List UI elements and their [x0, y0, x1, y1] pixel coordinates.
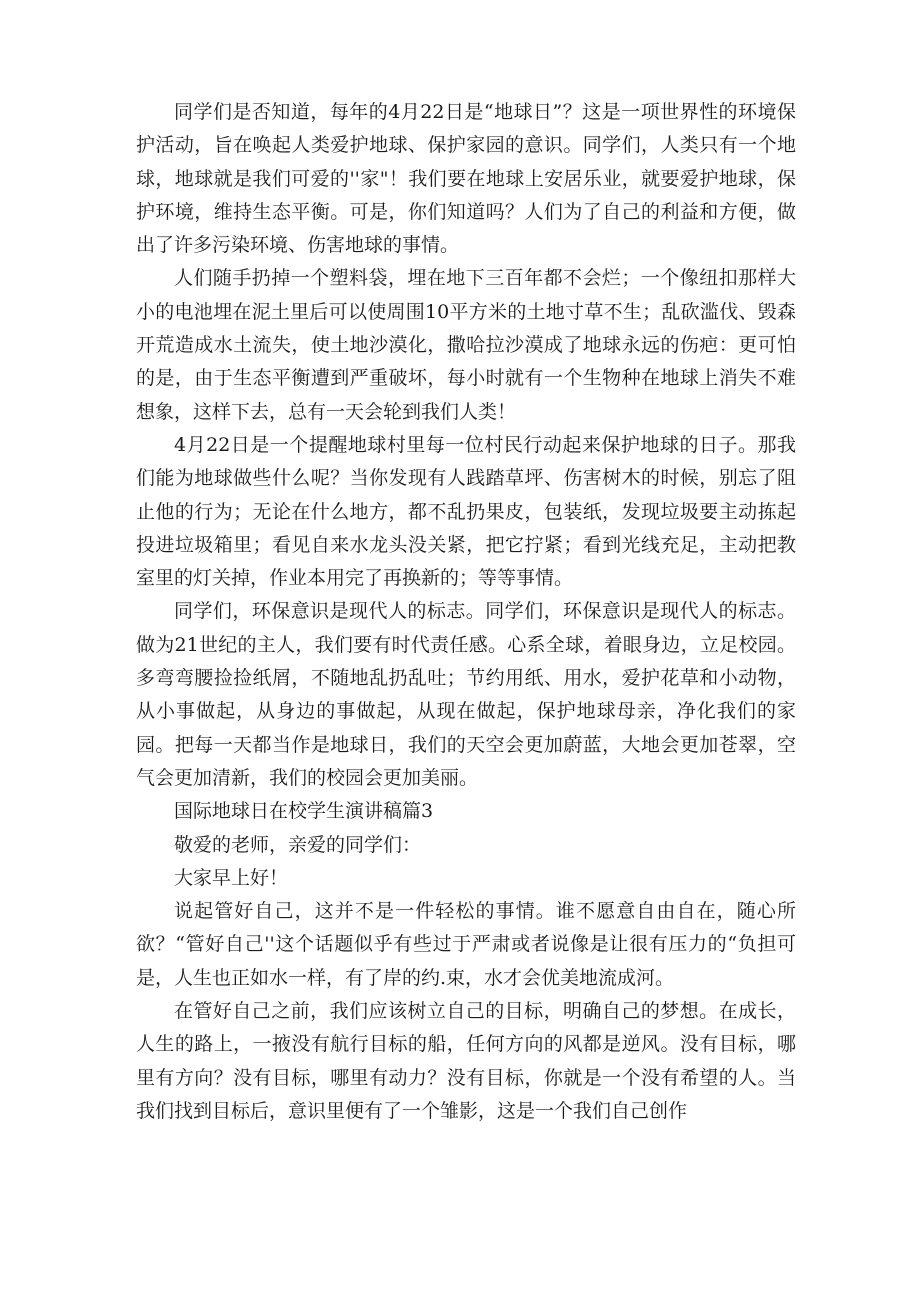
paragraph-self-management: 说起管好自己，这并不是一件轻松的事情。谁不愿意自由自在，随心所欲？“管好自己''这个话题似乎有些过于严肃或者说像是让很有压力的“负担可是，人生也正如水一样，有了岸的约.束，水才会优美地流成河。 — [136, 900, 796, 989]
section-heading: 国际地球日在校学生演讲稿篇3 — [174, 800, 434, 823]
paragraph-environmental-awareness: 同学们，环保意识是现代人的标志。同学们，环保意识是现代人的标志。做为21世纪的主人，我们要有时代责任感。心系全球，着眼身边，立足校园。多弯弯腰捡捡纸屑，不随地乱扔乱吐；节约用纸、用水，爱护花草和小动物，从小事做起，从身边的事做起，从现在做起，保护地球母亲，净化我们的家园。把每一天都当作是地球日，我们的天空会更加蔚蓝，大地会更加苍翠，空气会更加清新，我们的校园会更加美丽。 — [136, 600, 796, 789]
paragraph-pollution-examples: 人们随手扔掉一个塑料袋，埋在地下三百年都不会烂；一个像纽扣那样大小的电池埋在泥土里后可以使周围10平方米的土地寸草不生；乱砍滥伐、毁森开荒造成水土流失，使土地沙漠化，撒哈拉沙漠成了地球永远的伤疤：更可怕的是，由于生态平衡遭到严重破坏，每小时就有一个生物种在地球上消失不难想象，这样下去，总有一天会轮到我们人类！ — [136, 267, 796, 423]
paragraph-goals: 在管好自己之前，我们应该树立自己的目标，明确自己的梦想。在成长，人生的路上，一掖没有航行目标的船，任何方向的风都是逆风。没有目标，哪里有方向？没有目标，哪里有动力？没有目标，你就是一个没有希望的人。当我们找到目标后，意识里便有了一个雏影，这是一个我们自己创作 — [136, 1000, 796, 1122]
document-body — [136, 96, 796, 1128]
paragraph-what-we-can-do: 4月22日是一个提醒地球村里每一位村民行动起来保护地球的日子。那我们能为地球做些什么呢？当你发现有人践踏草坪、伤害树木的时候，别忘了阻止他的行为；无论在什么地方，都不乱扔果皮，包装纸，发现垃圾要主动拣起投进垃圾箱里；看见自来水龙头没关紧，把它拧紧；看到光线充足，主动把教室里的灯关掉，作业本用完了再换新的；等等事情。 — [136, 433, 796, 590]
greeting: 大家早上好！ — [174, 866, 289, 889]
salutation: 敬爱的老师，亲爱的同学们： — [174, 833, 422, 856]
paragraph-earth-day-intro: 同学们是否知道，每年的4月22日是“地球日”？这是一项世界性的环境保护活动，旨在唤起人类爱护地球、保护家园的意识。同学们，人类只有一个地球，地球就是我们可爱的''家"！我们要在地球上安居乐业，就要爱护地球，保护环境，维持生态平衡。可是，你们知道吗？人们为了自己的利益和方便，做出了许多污染环境、伤害地球的事情。 — [136, 101, 796, 257]
